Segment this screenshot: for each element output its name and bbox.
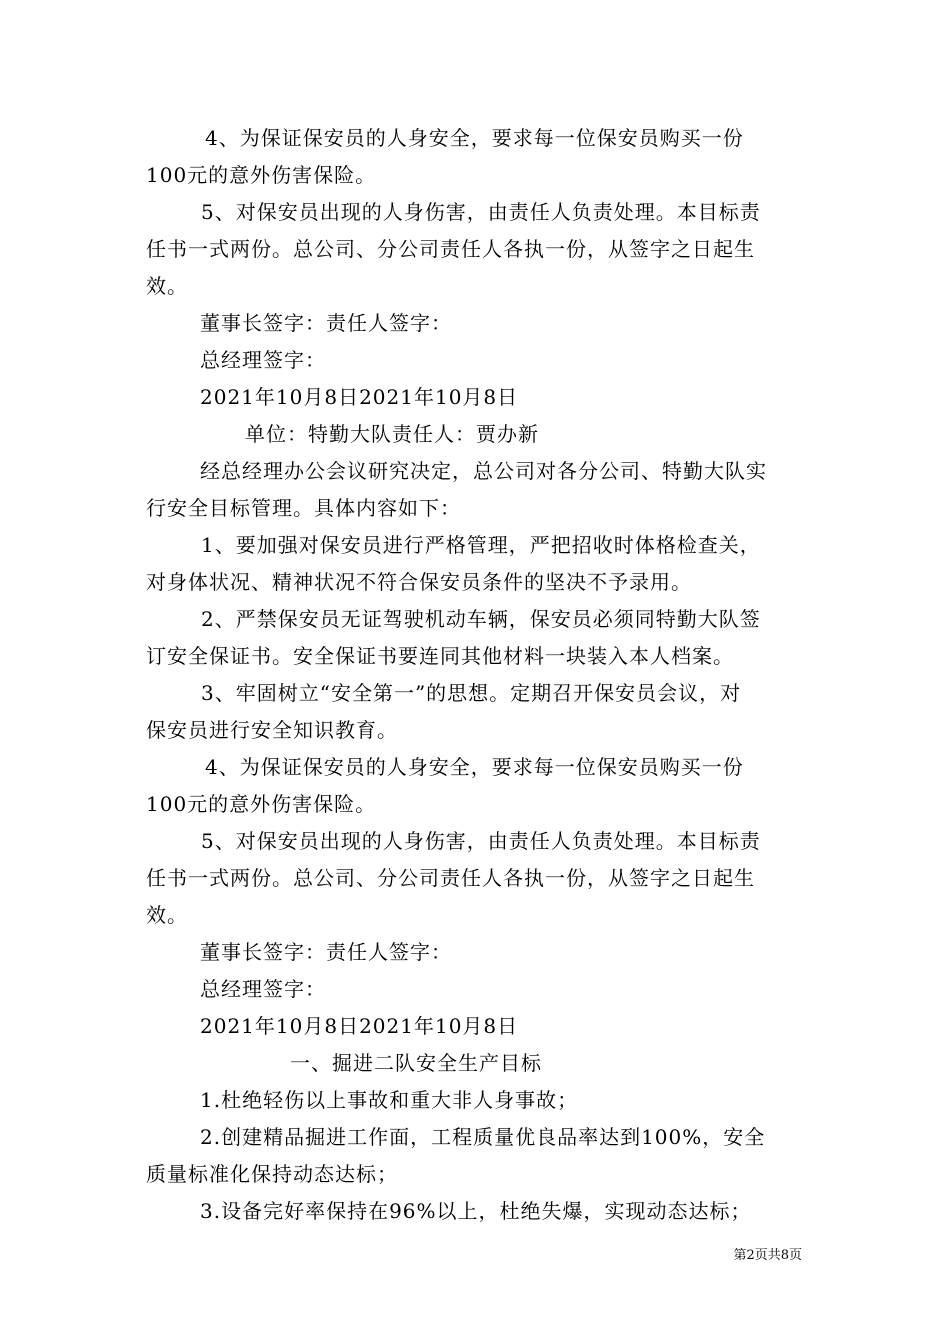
text-line: 100元的意外伤害保险。 xyxy=(146,163,377,187)
text-line: 效。 xyxy=(146,274,188,298)
signature-line: 总经理签字： xyxy=(200,977,326,1001)
text-line: 订安全保证书。安全保证书要连同其他材料一块装入本人档案。 xyxy=(146,644,734,668)
list-item: 2.创建精品掘进工作面，工程质量优良品率达到100%，安全 xyxy=(200,1125,766,1149)
signature-line: 董事长签字：责任人签字： xyxy=(200,311,452,335)
text-line: 行安全目标管理。具体内容如下： xyxy=(146,496,461,520)
signature-line: 董事长签字：责任人签字： xyxy=(200,940,452,964)
page-number: 第2页共8页 xyxy=(733,1248,802,1263)
list-item: 质量标准化保持动态达标； xyxy=(146,1162,398,1186)
signature-line: 总经理签字： xyxy=(200,348,326,372)
text-line: 效。 xyxy=(146,903,188,927)
text-line: 任书一式两份。总公司、分公司责任人各执一份，从签字之日起生 xyxy=(146,237,755,261)
unit-line: 单位：特勤大队责任人：贾办新 xyxy=(245,422,539,446)
date-line: 2021年10月8日2021年10月8日 xyxy=(200,385,519,409)
text-line: 2、严禁保安员无证驾驶机动车辆，保安员必须同特勤大队签 xyxy=(201,607,761,631)
section-heading: 一、掘进二队安全生产目标 xyxy=(290,1051,542,1075)
date-line: 2021年10月8日2021年10月8日 xyxy=(200,1014,519,1038)
text-line: 保安员进行安全知识教育。 xyxy=(146,718,398,742)
text-line: 5、对保安员出现的人身伤害，由责任人负责处理。本目标责 xyxy=(201,829,761,853)
text-line: 4、为保证保安员的人身安全，要求每一位保安员购买一份 xyxy=(205,126,744,150)
text-line: 1、要加强对保安员进行严格管理，严把招收时体格检查关， xyxy=(201,533,761,557)
text-line: 5、对保安员出现的人身伤害，由责任人负责处理。本目标责 xyxy=(201,200,761,224)
text-line: 100元的意外伤害保险。 xyxy=(146,792,377,816)
list-item: 3.设备完好率保持在96%以上，杜绝失爆，实现动态达标； xyxy=(200,1199,752,1223)
text-line: 任书一式两份。总公司、分公司责任人各执一份，从签字之日起生 xyxy=(146,866,755,890)
text-line: 经总经理办公会议研究决定，总公司对各分公司、特勤大队实 xyxy=(200,459,767,483)
list-item: 1.杜绝轻伤以上事故和重大非人身事故； xyxy=(200,1088,579,1112)
text-line: 3、牢固树立“安全第一”的思想。定期召开保安员会议，对 xyxy=(201,681,742,705)
text-line: 对身体状况、精神状况不符合保安员条件的坚决不予录用。 xyxy=(146,570,692,594)
text-line: 4、为保证保安员的人身安全，要求每一位保安员购买一份 xyxy=(205,755,744,779)
